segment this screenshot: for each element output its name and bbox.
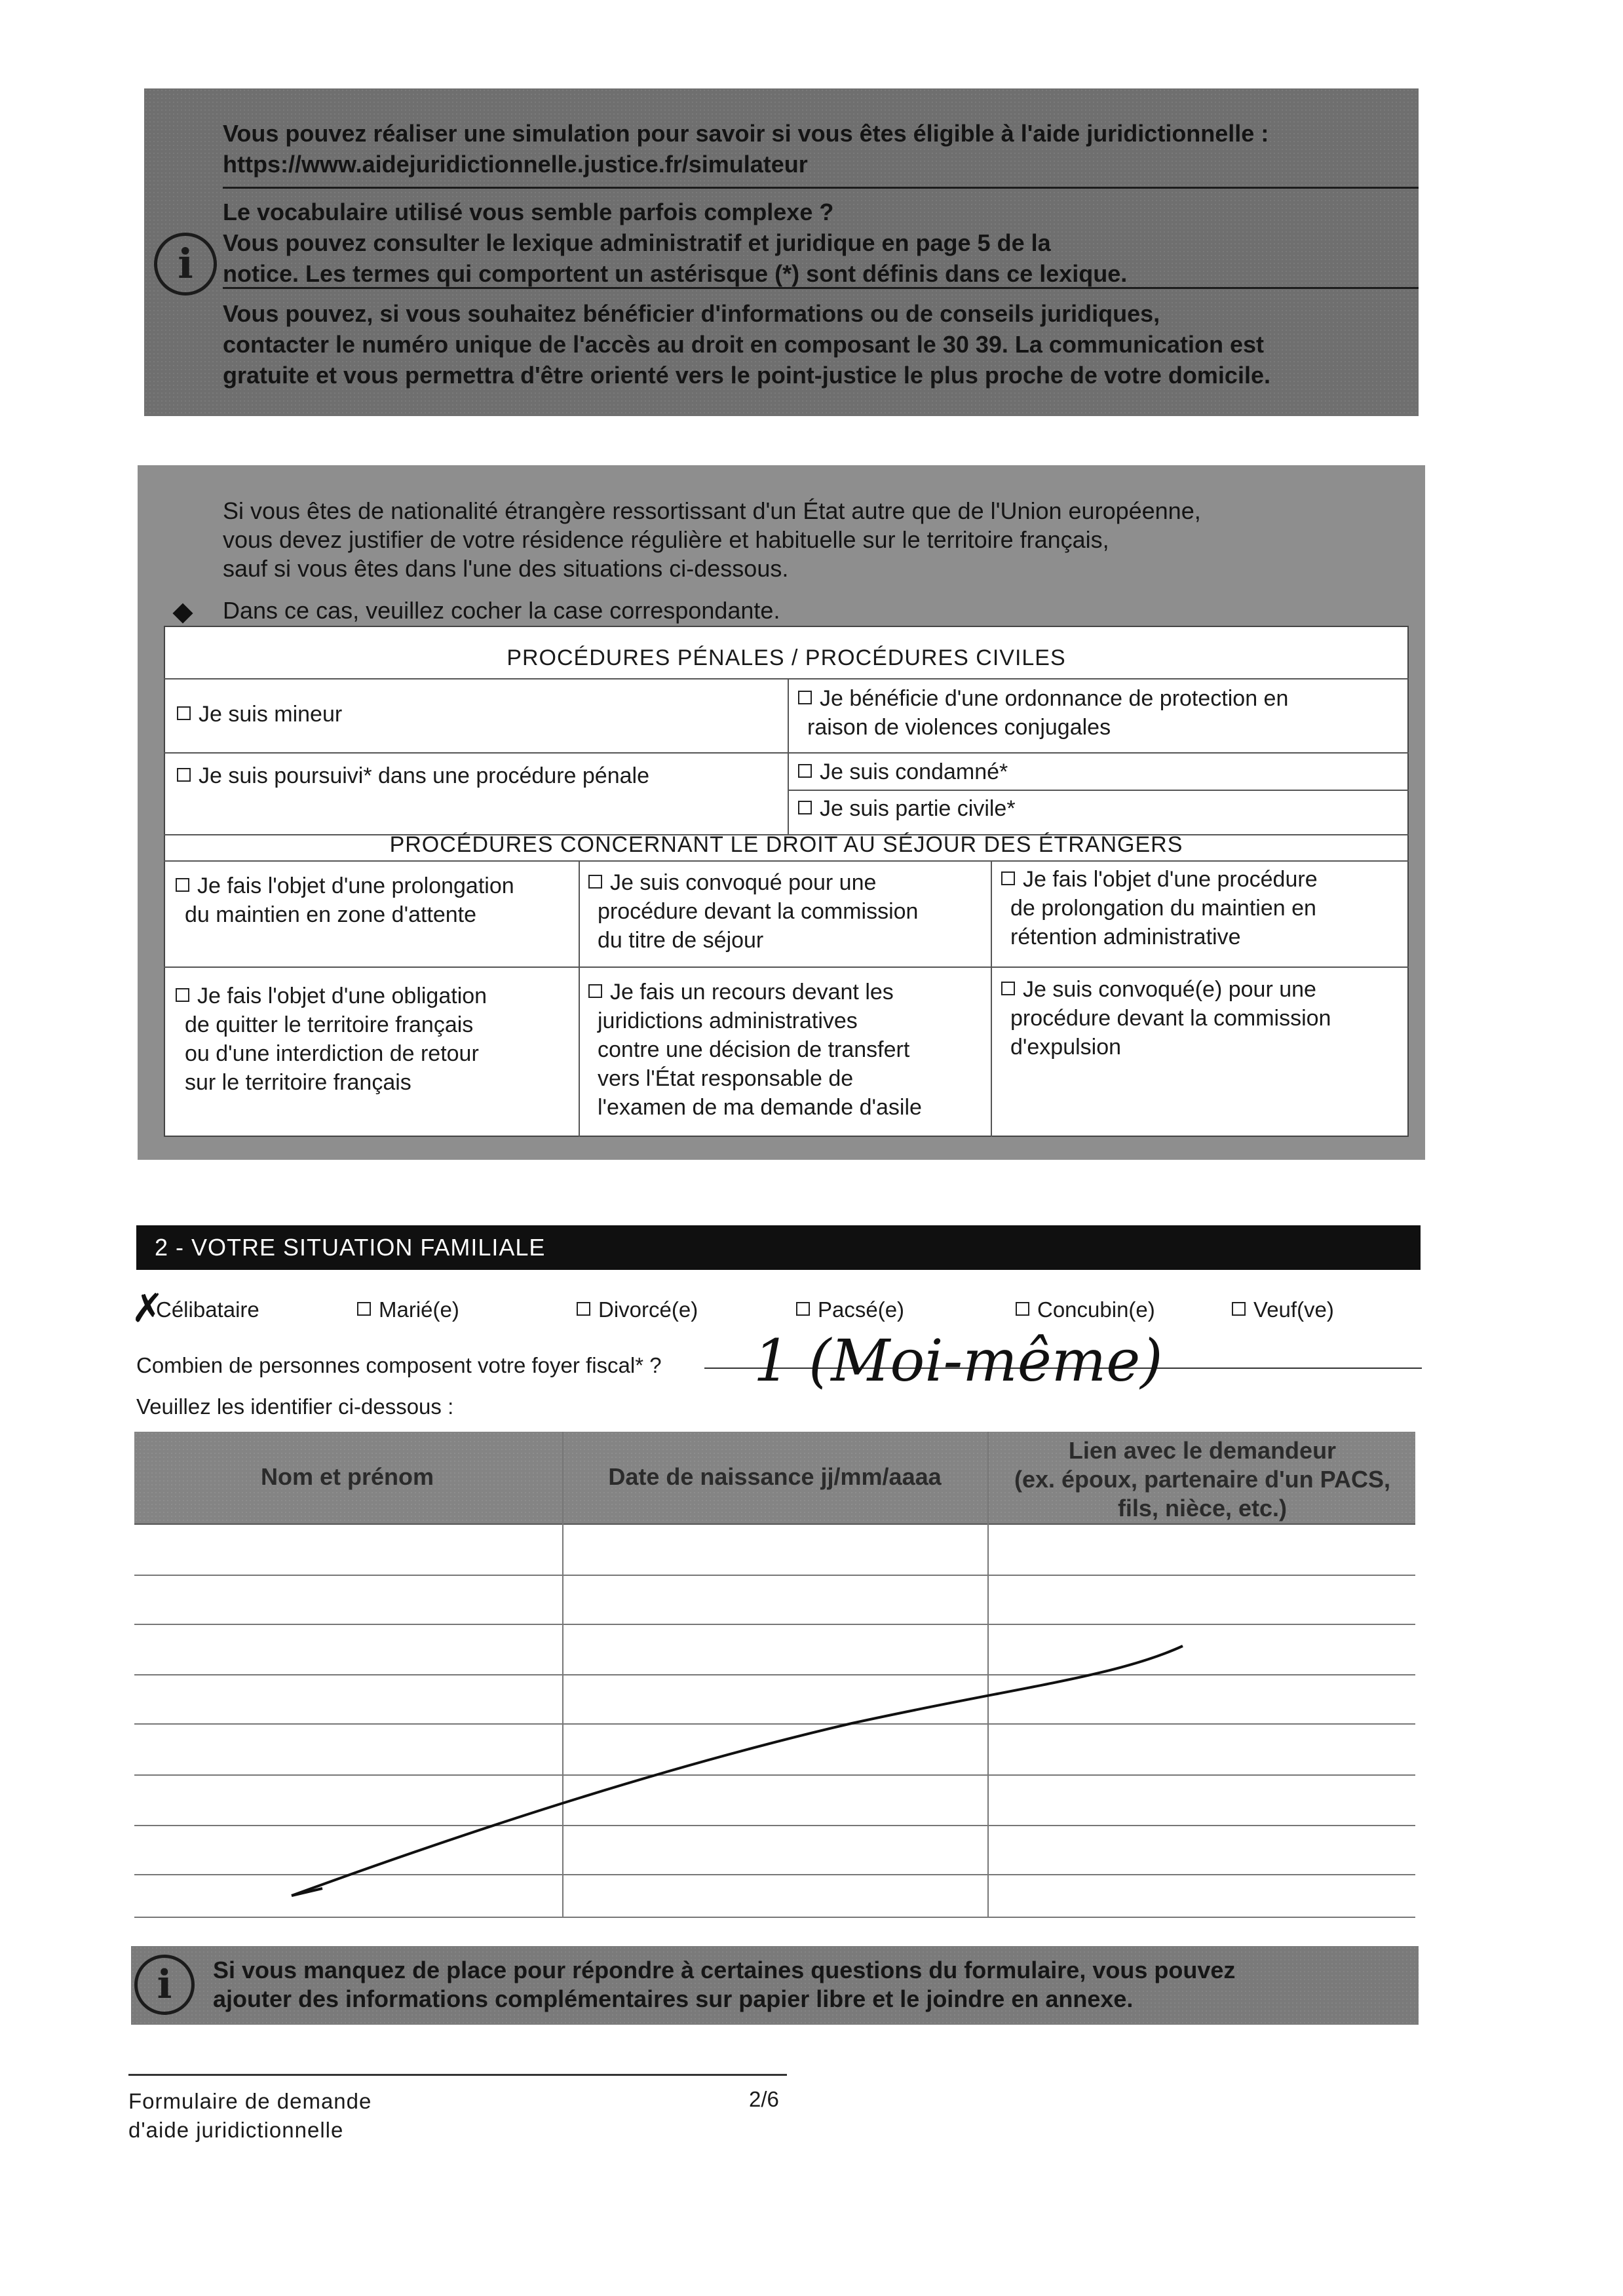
option-label: de quitter le territoire français xyxy=(185,1012,474,1037)
lexique-line: Le vocabulaire utilisé vous semble parfois complexe ? xyxy=(223,199,834,225)
foyer-question: Combien de personnes composent votre foyer fiscal* ? xyxy=(136,1353,662,1377)
status-veuf[interactable]: Veuf(ve) xyxy=(1232,1297,1334,1322)
foreign-line: Si vous êtes de nationalité étrangère ressortissant d'un État autre que de l'Union européenne, xyxy=(223,497,1201,524)
lexique-line: Vous pouvez consulter le lexique administratif et juridique en page 5 de la xyxy=(223,229,1051,256)
option-label: raison de violences conjugales xyxy=(807,715,1111,740)
bottom-info-text xyxy=(213,1956,1412,2014)
footer-line: Formulaire de demande xyxy=(128,2089,372,2113)
conseil-line: Vous pouvez, si vous souhaitez bénéficier d'informations ou de conseils juridiques, xyxy=(223,300,1160,327)
col-nom-prenom: Nom et prénom xyxy=(260,1463,434,1490)
bottom-info-line: Si vous manquez de place pour répondre à certaines questions du formulaire, vous pouvez xyxy=(213,1957,1236,1983)
info-icon: i xyxy=(134,1955,195,2015)
option-label: procédure devant la commission xyxy=(598,899,919,924)
option-label: Je bénéficie d'une ordonnance de protection en xyxy=(820,686,1289,711)
option-label: Je suis poursuivi* dans une procédure pénale xyxy=(199,763,650,788)
option-label: Je fais l'objet d'une prolongation xyxy=(197,873,514,898)
footer-divider xyxy=(128,2074,787,2076)
option-label: vers l'État responsable de xyxy=(598,1066,854,1091)
bottom-info-line: ajouter des informations complémentaires sur papier libre et le joindre en annexe. xyxy=(213,1985,1134,2012)
option-label: rétention administrative xyxy=(1010,925,1241,949)
lexique-line: notice. Les termes qui comportent un astérisque (*) sont définis dans ce lexique. xyxy=(223,260,1128,287)
foreign-line: sauf si vous êtes dans l'une des situations ci-dessous. xyxy=(223,555,789,582)
simulation-line: Vous pouvez réaliser une simulation pour savoir si vous êtes éligible à l'aide juridictionnelle : xyxy=(223,120,1269,147)
col-lien-line: Lien avec le demandeur xyxy=(1068,1437,1337,1464)
option-label: sur le territoire français xyxy=(185,1070,411,1095)
option-label: Je suis convoqué pour une xyxy=(610,870,877,895)
conseil-line: contacter le numéro unique de l'accès au droit en composant le 30 39. La communication est xyxy=(223,331,1264,358)
conseil-line: gratuite et vous permettra d'être orienté vers le point-justice le plus proche de votre domicile. xyxy=(223,362,1270,389)
handwritten-check-mark: ✗ xyxy=(131,1286,164,1331)
option-label: Je suis convoqué(e) pour une xyxy=(1023,977,1316,1002)
option-label: du maintien en zone d'attente xyxy=(185,902,477,927)
option-label: contre une décision de transfert xyxy=(598,1037,910,1062)
option-label: procédure devant la commission xyxy=(1010,1006,1331,1031)
footer-line: d'aide juridictionnelle xyxy=(128,2118,344,2142)
option-label: Je suis condamné* xyxy=(820,759,1008,784)
option-label: de prolongation du maintien en xyxy=(1010,896,1316,921)
status-divorce[interactable]: Divorcé(e) xyxy=(577,1297,698,1322)
status-pacse[interactable]: Pacsé(e) xyxy=(796,1297,904,1322)
option-label: Je fais un recours devant les xyxy=(610,980,894,1004)
status-marie[interactable]: Marié(e) xyxy=(357,1297,459,1322)
col-lien-line: (ex. époux, partenaire d'un PACS, xyxy=(1014,1466,1390,1493)
sejour-section-title: PROCÉDURES CONCERNANT LE DROIT AU SÉJOUR DES ÉTRANGERS xyxy=(389,832,1183,857)
footer-form-title xyxy=(128,2087,372,2145)
option-label: Je fais l'objet d'une obligation xyxy=(197,984,487,1008)
option-label: Je suis partie civile* xyxy=(820,796,1016,821)
identify-label: Veuillez les identifier ci-dessous : xyxy=(136,1394,454,1419)
foreign-instruction: Dans ce cas, veuillez cocher la case correspondante. xyxy=(223,597,780,624)
option-label: Je suis mineur xyxy=(199,702,343,727)
status-concubin[interactable]: Concubin(e) xyxy=(1016,1297,1155,1322)
option-label: l'examen de ma demande d'asile xyxy=(598,1095,922,1120)
page-number: 2/6 xyxy=(749,2087,779,2111)
col-date-naissance: Date de naissance jj/mm/aaaa xyxy=(608,1463,942,1490)
option-label: du titre de séjour xyxy=(598,928,764,953)
info-icon: i xyxy=(154,233,217,296)
option-label: ou d'une interdiction de retour xyxy=(185,1041,479,1066)
status-celibataire[interactable]: Célibataire xyxy=(156,1297,259,1322)
option-label: Je fais l'objet d'une procédure xyxy=(1023,867,1318,892)
option-label: juridictions administratives xyxy=(598,1008,858,1033)
simulation-link[interactable]: https://www.aidejuridictionnelle.justice.fr/simulateur xyxy=(223,151,808,178)
foreign-line: vous devez justifier de votre résidence régulière et habituelle sur le territoire français, xyxy=(223,526,1109,553)
col-lien-line: fils, nièce, etc.) xyxy=(1117,1495,1288,1521)
penal-section-title: PROCÉDURES PÉNALES / PROCÉDURES CIVILES xyxy=(506,645,1066,670)
section-2-header: 2 - VOTRE SITUATION FAMILIALE xyxy=(136,1225,1421,1270)
foyer-answer-field[interactable]: 1 (Moi-même) xyxy=(754,1327,1163,1394)
option-label: d'expulsion xyxy=(1010,1035,1122,1060)
